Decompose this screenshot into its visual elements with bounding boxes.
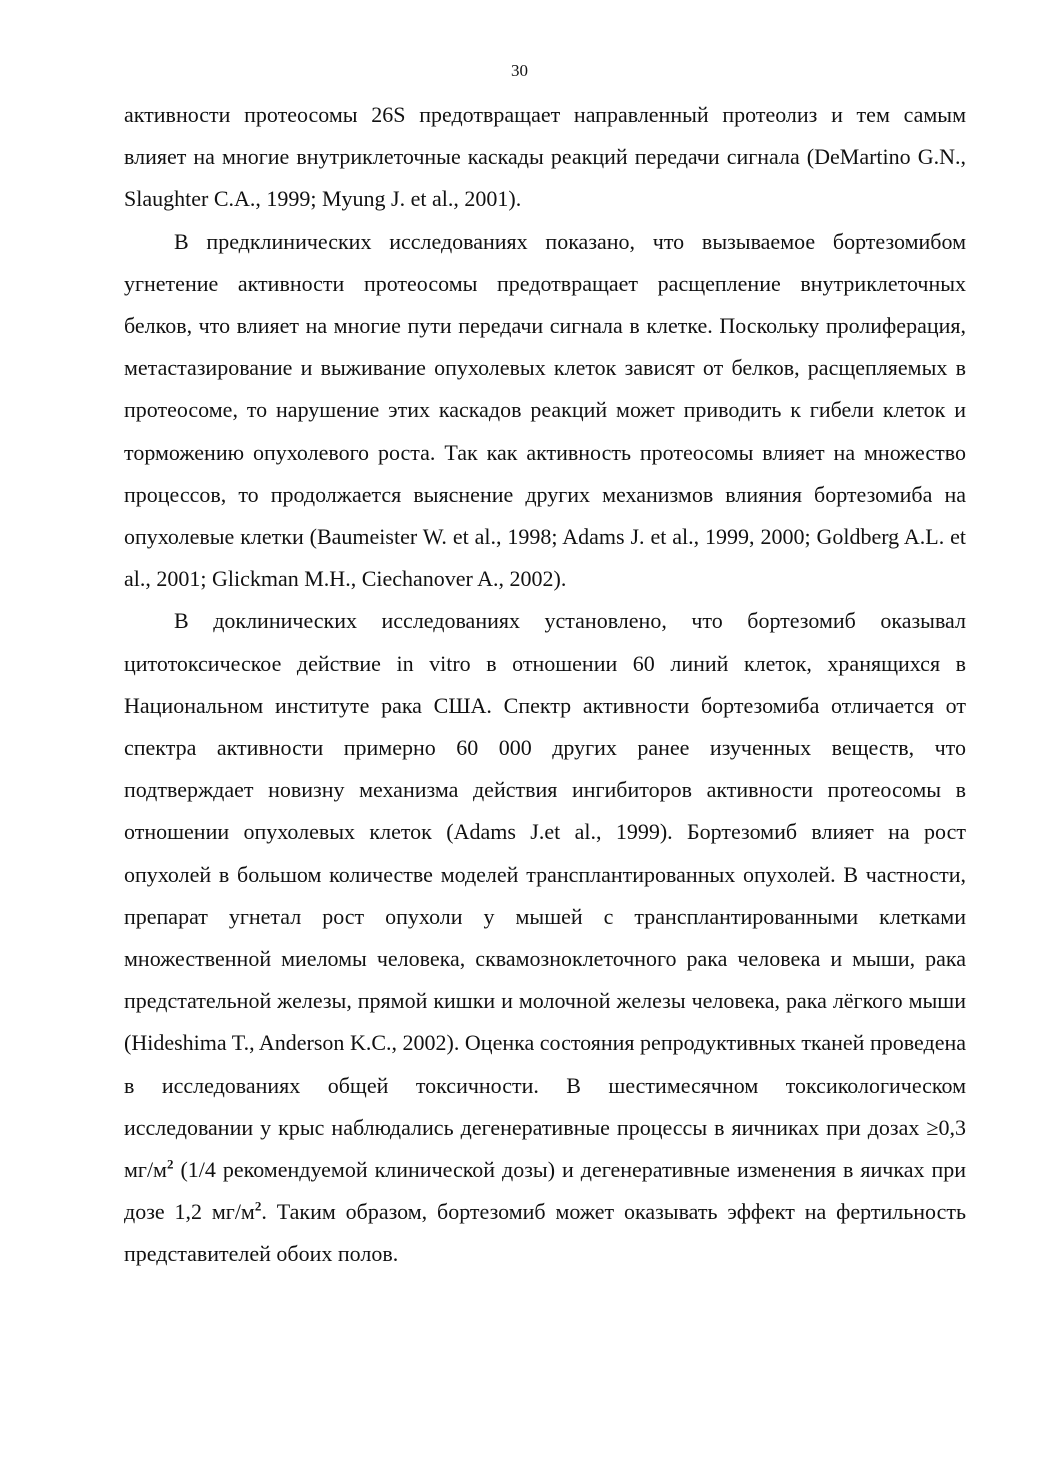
paragraph-text: (1/4 рекомендуемой клинической дозы) и дегенеративные изменения в яичках при дозе 1,2 мг/м [124, 1157, 966, 1225]
paragraph-text: В предклинических исследованиях показано, что вызываемое бортезомибом угнетение активности протеосомы предотвращает расщепление внутриклеточных белков, что влияет на многие пути передачи сигнала в клетке. Поскольку пролиферация, метастазирование и выживание опухолевых клеток зависят от белков, расщепляемых в протеосоме, то нарушение этих каскадов реакций может приводить к гибели клеток и торможению опухолевого роста. Так как активность протеосомы влияет на множество процессов, то продолжается выяснение других механизмов влияния бортезомиба на опухолевые клетки (Baumeister W. et al., 1998; Adams J. et al., 1999, 2000; Goldberg A.L. et al., 2001; Glickman M.H., Ciechanover A., 2002). [124, 228, 966, 592]
superscript-2: 2 [166, 1156, 174, 1172]
paragraph-text: В доклинических исследованиях установлено, что бортезомиб оказывал цитотоксическое действие in vitro в отношении 60 линий клеток, хранящихся в Национальном институте рака США. Спектр активности бортезомиба отличается от спектра активности примерно 60 000 других ранее изученных веществ, что подтверждает новизну механизма действия ингибиторов активности протеосомы в отношении опухолевых клеток (Adams J.et al., 1999). Бортезомиб влияет на рост опухолей в большом количестве моделей трансплантированных опухолей. В частности, препарат угнетал рост опухоли у мышей с трансплантированными клетками множественной миеломы человека, сквамозноклеточного рака человека и мыши, рака предстательной железы, прямой кишки и молочной железы человека, рака лёгкого мыши (Hideshima T., Anderson K.C., 2002). Оценка состояния репродуктивных тканей проведена в исследованиях общей токсичности. В шестимесячном токсикологическом исследовании у крыс наблюдались дегенеративные процессы в яичниках при дозах ≥0,3 мг/м [124, 608, 966, 1183]
body-text [124, 94, 966, 1276]
paragraph-2 [124, 221, 966, 601]
paragraph-text: активности протеосомы 26S предотвращает направленный протеолиз и тем самым влияет на многие внутриклеточные каскады реакций передачи сигнала (DeMartino G.N., Slaughter C.A., 1999; Myung J. et al., 2001). [124, 102, 966, 212]
page-number: 30 [511, 61, 528, 80]
paragraph-1 [124, 94, 966, 221]
paragraph-text: . Таким образом, бортезомиб может оказывать эффект на фертильность представителей обоих полов. [124, 1199, 966, 1267]
superscript-2: 2 [254, 1198, 262, 1214]
paragraph-3 [124, 600, 966, 1275]
